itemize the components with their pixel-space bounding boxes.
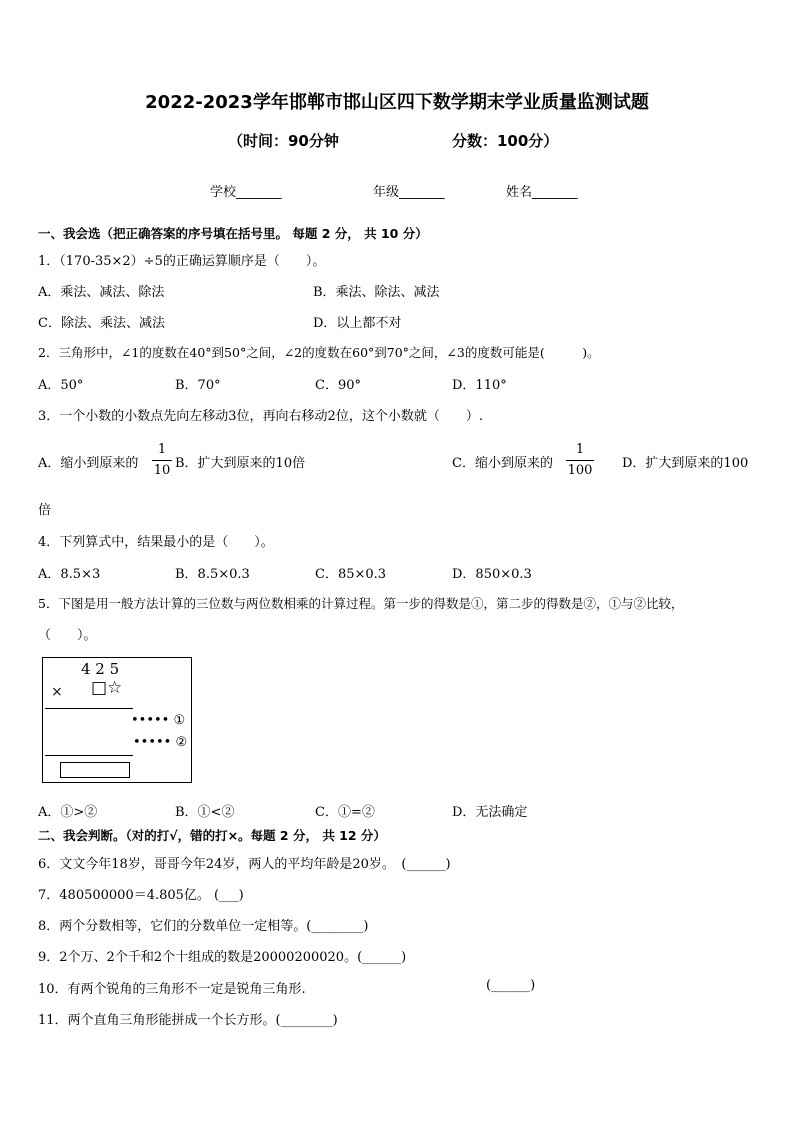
q9-text: 9．2个万、2个千和2个十组成的数是20000200020。(______) xyxy=(38,950,407,965)
q2-option-c: C．90° xyxy=(315,378,361,393)
diagram-step-1: ••••• ① xyxy=(131,713,186,728)
q5-option-b: B．①<② xyxy=(175,805,235,820)
q1-option-d: D．以上都不对 xyxy=(313,316,402,331)
fraction-bar xyxy=(152,460,172,461)
diagram-rule-2 xyxy=(45,755,133,756)
fraction-numerator: 1 xyxy=(157,442,167,457)
q4-option-c: C．85×0.3 xyxy=(315,567,387,582)
multiplication-diagram xyxy=(42,657,192,783)
q1-stem: 1．（170-35×2）÷5的正确运算顺序是（ ）。 xyxy=(38,254,326,269)
q3-option-d-continued: 倍 xyxy=(38,503,52,518)
diagram-times-sign: × xyxy=(51,684,63,700)
name-field: 姓名_______ xyxy=(506,185,578,200)
q2-stem: 2．三角形中，∠1的度数在40°到50°之间，∠2的度数在60°到70°之间，∠3的度数可能是( )。 xyxy=(38,345,600,360)
q3-option-b: B．扩大到原来的10倍 xyxy=(175,456,306,471)
q5-stem: 5．下图是用一般方法计算的三位数与两位数相乘的计算过程。第一步的得数是①，第二步的得数是②，①与②比较， xyxy=(38,596,684,611)
page-title: 2022-2023学年邯郸市邯山区四下数学期末学业质量监测试题 xyxy=(145,92,649,113)
q4-option-b: B．8.5×0.3 xyxy=(175,567,250,582)
q5-option-c: C．①=② xyxy=(315,805,375,820)
section2-heading: 二、我会判断。（对的打√，错的打×。每题 2 分， 共 12 分） xyxy=(38,828,386,843)
q5-option-a: A．①>② xyxy=(38,805,98,820)
q6-text: 6．文文今年18岁，哥哥今年24岁，两人的平均年龄是20岁。 (______) xyxy=(38,857,451,872)
q2-option-d: D．110° xyxy=(452,378,507,393)
section1-heading: 一、我会选（把正确答案的序号填在括号里。 每题 2 分， 共 10 分） xyxy=(38,226,428,241)
q5-option-d: D．无法确定 xyxy=(452,805,528,820)
q4-option-a: A．8.5×3 xyxy=(38,567,101,582)
q4-option-d: D．850×0.3 xyxy=(452,567,532,582)
q3-fraction-c xyxy=(566,442,594,479)
q3-option-c: C．缩小到原来的 xyxy=(452,456,553,471)
q2-option-a: A．50° xyxy=(38,378,84,393)
grade-field: 年级_______ xyxy=(373,185,445,200)
q3-option-a: A．缩小到原来的 xyxy=(38,456,139,471)
q2-option-b: B．70° xyxy=(175,378,221,393)
fraction-denominator: 10 xyxy=(153,463,171,478)
q5-stem-continued: （ ）。 xyxy=(38,628,97,643)
school-field: 学校_______ xyxy=(210,185,282,200)
q8-text: 8．两个分数相等，它们的分数单位一定相等。(________) xyxy=(38,919,369,934)
q3-stem: 3．一个小数的小数点先向左移动3位，再向右移动2位，这个小数就（ ）. xyxy=(38,409,483,424)
fraction-denominator: 100 xyxy=(567,463,593,478)
q10-text: 10．有两个锐角的三角形不一定是锐角三角形. xyxy=(38,982,306,997)
diagram-square-star: □☆ xyxy=(91,678,123,698)
fraction-numerator: 1 xyxy=(575,442,585,457)
q10-answer-blank: (______) xyxy=(486,978,536,993)
fraction-bar xyxy=(566,460,594,461)
diagram-top-number: 4 2 5 xyxy=(81,660,120,678)
q1-option-c: C．除法、乘法、减法 xyxy=(38,316,165,331)
exam-score: 分数：100分） xyxy=(452,132,559,150)
q1-option-b: B．乘法、除法、减法 xyxy=(313,285,440,300)
q3-option-d: D．扩大到原来的100 xyxy=(622,456,749,471)
q11-text: 11．两个直角三角形能拼成一个长方形。(________) xyxy=(38,1013,338,1028)
q7-text: 7．480500000＝4.805亿。 (___) xyxy=(38,888,244,903)
q3-fraction-a xyxy=(152,442,172,479)
diagram-step-2: ••••• ② xyxy=(133,735,188,750)
q1-option-a: A．乘法、减法、除法 xyxy=(38,285,165,300)
diagram-rule-1 xyxy=(45,708,133,709)
diagram-answer-box xyxy=(60,762,130,778)
q4-stem: 4．下列算式中，结果最小的是（ ）。 xyxy=(38,535,274,550)
exam-time: （时间：90分钟 xyxy=(228,132,339,150)
